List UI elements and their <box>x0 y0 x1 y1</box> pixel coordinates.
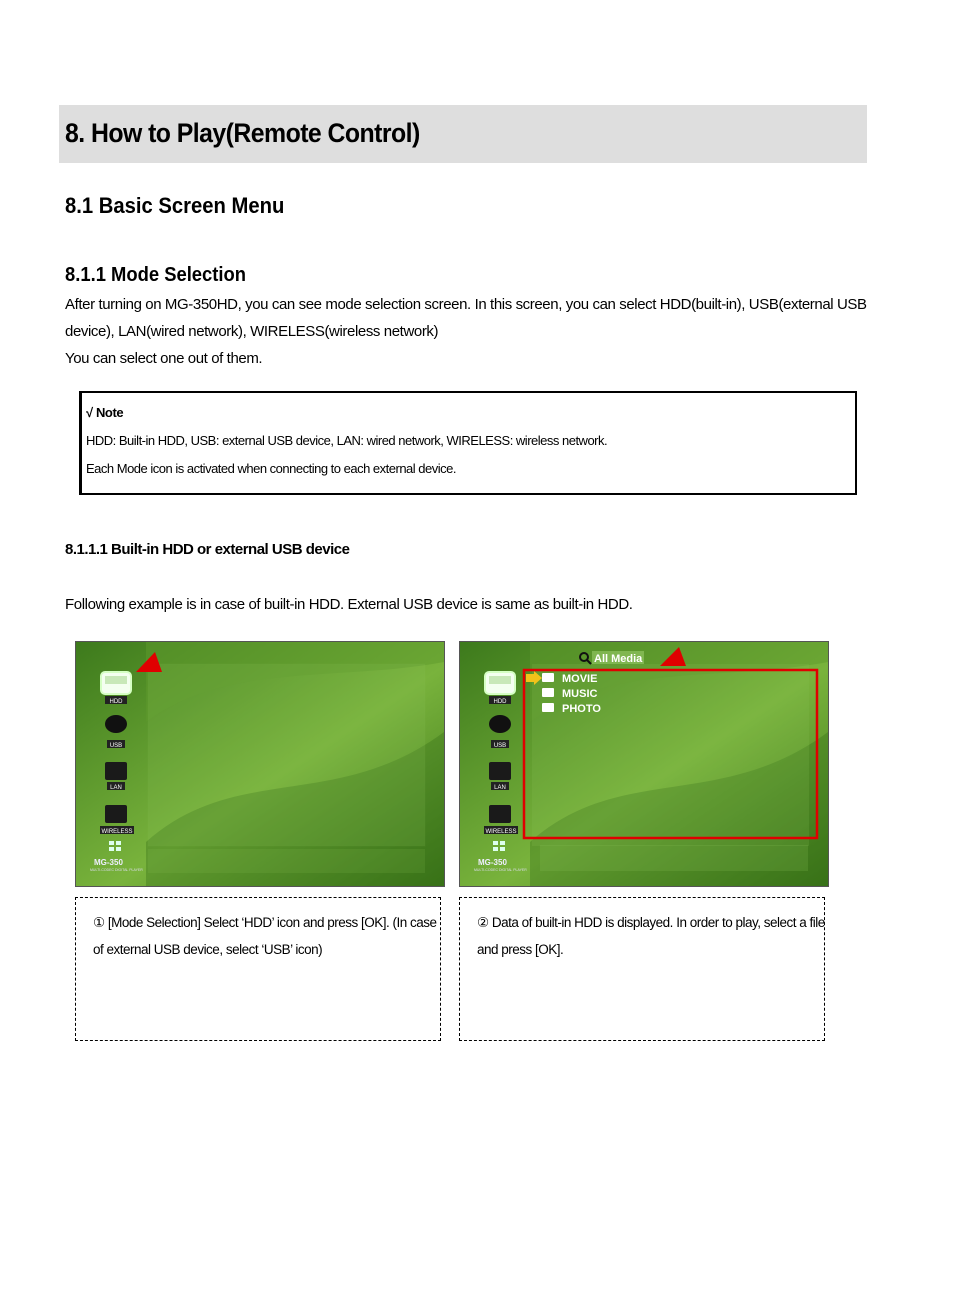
chapter-title: 8. How to Play(Remote Control) <box>65 118 420 148</box>
note-title: √ Note <box>86 405 124 420</box>
mode-label: LAN <box>494 785 506 791</box>
caption-left-line-1: ① [Mode Selection] Select ‘HDD’ icon and press [OK]. (In case <box>93 915 437 930</box>
device-logo: MG-350 <box>94 858 123 867</box>
mode-label: USB <box>109 743 123 749</box>
header-title: All Media <box>594 653 643 665</box>
mode-selection-screen <box>76 642 444 886</box>
caption-right-line-2: and press [OK]. <box>477 942 564 957</box>
mode-label: HDD <box>493 699 507 705</box>
hdd-data-screen <box>460 642 828 886</box>
folder-icon <box>542 673 554 682</box>
device-logo-sub: MULTI-CODEC DIGITAL PLAYER <box>90 868 143 872</box>
screenshot-mode-selection <box>75 641 445 887</box>
intro-line-3: You can select one out of them. <box>65 350 263 367</box>
device-logo: MG-350 <box>478 858 507 867</box>
lan-mode-icon[interactable] <box>105 762 127 791</box>
status-panel <box>148 849 425 873</box>
mode-label: HDD <box>109 699 123 705</box>
screenshot-hdd-data <box>459 641 829 887</box>
example-text: Following example is in case of built-in HDD. External USB device is same as built-in HDD. <box>65 596 633 613</box>
folder-label: PHOTO <box>562 703 601 715</box>
hdd-mode-icon[interactable] <box>485 672 515 705</box>
intro-line-2: device), LAN(wired network), WIRELESS(wireless network) <box>65 323 439 340</box>
lan-mode-icon[interactable] <box>489 762 511 791</box>
section-title: 8.1 Basic Screen Menu <box>65 193 285 218</box>
subsection-title: 8.1.1 Mode Selection <box>65 264 246 286</box>
note-line-1: HDD: Built-in HDD, USB: external USB device, LAN: wired network, WIRELESS: wireless network. <box>86 433 608 448</box>
caption-right-line-1: ② Data of built-in HDD is displayed. In order to play, select a file <box>477 915 825 930</box>
sub-subsection-title: 8.1.1.1 Built-in HDD or external USB device <box>65 541 350 558</box>
intro-line-1: After turning on MG-350HD, you can see mode selection screen. In this screen, you can select HDD(built-in), USB(external USB <box>65 296 867 313</box>
folder-icon <box>542 688 554 697</box>
device-logo-sub: MULTI-CODEC DIGITAL PLAYER <box>474 868 527 872</box>
hdd-mode-icon[interactable] <box>101 672 131 705</box>
status-panel <box>540 845 808 871</box>
mode-label: LAN <box>110 785 122 791</box>
folder-label: MOVIE <box>562 673 598 685</box>
caption-left-line-2: of external USB device, select ‘USB’ icon) <box>93 942 323 957</box>
content-panel <box>148 664 425 846</box>
note-line-2: Each Mode icon is activated when connecting to each external device. <box>86 461 456 476</box>
mode-label: WIRELESS <box>485 829 517 835</box>
mode-label: USB <box>493 743 507 749</box>
folder-icon <box>542 703 554 712</box>
folder-label: MUSIC <box>562 688 598 700</box>
mode-label: WIRELESS <box>101 829 133 835</box>
